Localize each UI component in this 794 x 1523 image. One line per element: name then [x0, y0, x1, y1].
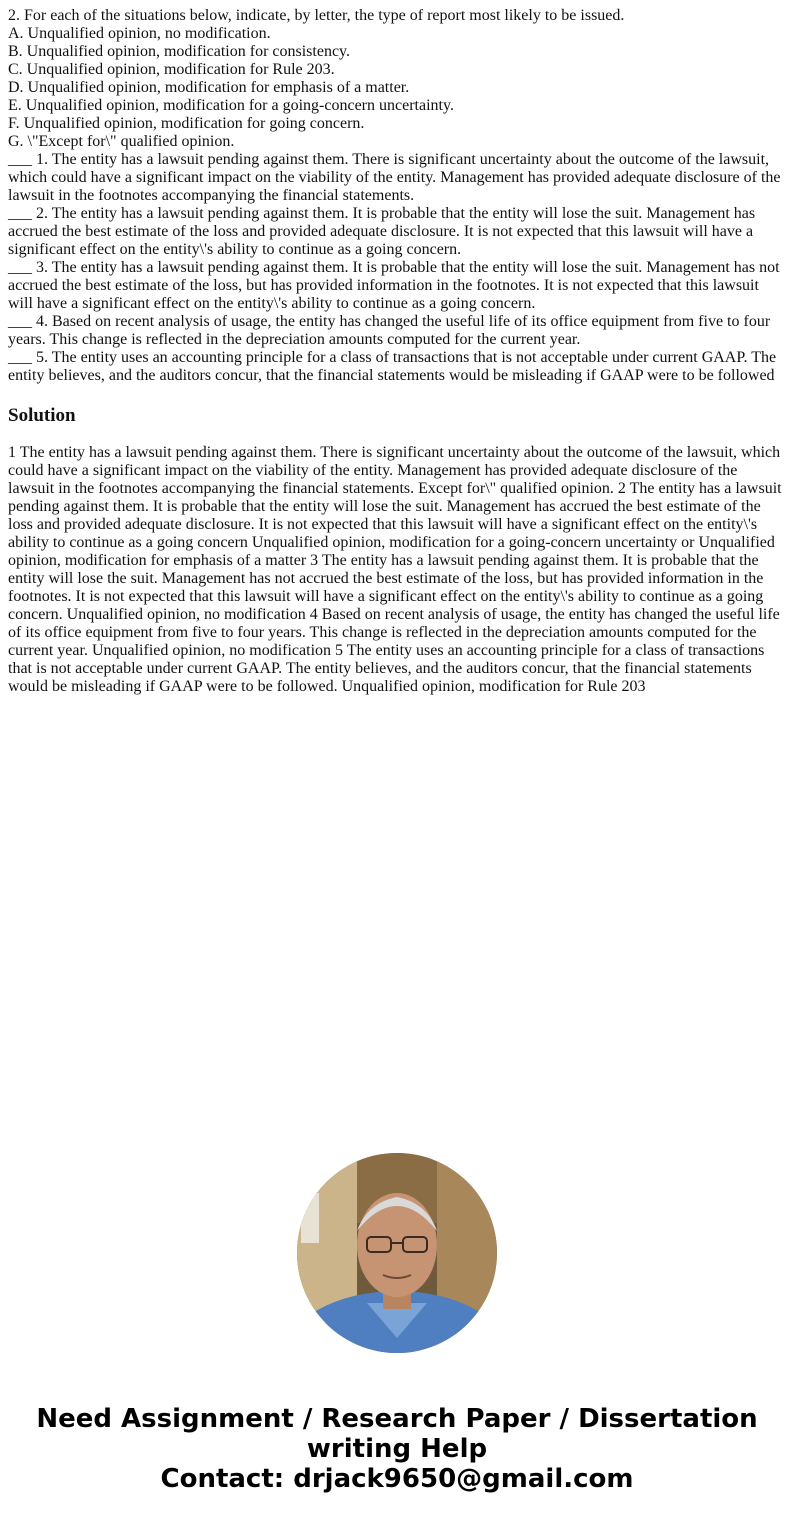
solution-heading: Solution: [8, 405, 76, 426]
situation-1: ___ 1. The entity has a lawsuit pending against them. There is significant uncertainty about the outcome of the lawsuit, which could have a significant impact on the viability of the entity. Management has provided adequate disclosure of the lawsuit in the footnotes accompanying the financial statements.: [8, 151, 781, 204]
portrait-image: [297, 1153, 497, 1353]
option-a: A. Unqualified opinion, no modification.: [8, 25, 271, 42]
question-text: [8, 7, 786, 385]
question-prompt: 2. For each of the situations below, indicate, by letter, the type of report most likely to be issued.: [8, 7, 625, 24]
author-photo: [297, 1153, 497, 1353]
contact-email: Contact: drjack9650@gmail.com: [160, 1464, 634, 1494]
situation-2: ___ 2. The entity has a lawsuit pending against them. It is probable that the entity will lose the suit. Management has accrued the best estimate of the loss and provided adequate disclosure. It is not expected that this lawsuit will have a significant effect on the entity\'s ability to continue as a going concern.: [8, 205, 756, 258]
option-g: G. \"Except for\" qualified opinion.: [8, 133, 235, 150]
promo-banner: [0, 1404, 794, 1494]
option-f: F. Unqualified opinion, modification for going concern.: [8, 115, 365, 132]
promo-line-2: writing Help: [306, 1434, 488, 1464]
option-e: E. Unqualified opinion, modification for a going-concern uncertainty.: [8, 97, 454, 114]
option-d: D. Unqualified opinion, modification for emphasis of a matter.: [8, 79, 410, 96]
promo-line-1: Need Assignment / Research Paper / Dissertation: [36, 1404, 758, 1434]
situation-4: ___ 4. Based on recent analysis of usage, the entity has changed the useful life of its office equipment from five to four years. This change is reflected in the depreciation amounts computed for the current year.: [8, 313, 771, 348]
situation-3: ___ 3. The entity has a lawsuit pending against them. It is probable that the entity will lose the suit. Management has not accrued the best estimate of the loss, but has provided information in the footnotes. It is not expected that this lawsuit will have a significant effect on the entity\'s ability to continue as a going concern.: [8, 259, 780, 312]
option-b: B. Unqualified opinion, modification for consistency.: [8, 43, 351, 60]
situation-5: ___ 5. The entity uses an accounting principle for a class of transactions that is not acceptable under current GAAP. The entity believes, and the auditors concur, that the financial statements would be misleading if GAAP were to be followed: [8, 349, 777, 384]
solution-body: 1 The entity has a lawsuit pending against them. There is significant uncertainty about the outcome of the lawsuit, which could have a significant impact on the viability of the entity. Management has provided adequate disclosure of the lawsuit in the footnotes accompanying the financial statements. Except for\" qualified opinion. 2 The entity has a lawsuit pending against them. It is probable that the entity will lose the suit. Management has accrued the best estimate of the loss and provided adequate disclosure. It is not expected that this lawsuit will have a significant effect on the entity\'s ability to continue as a going concern Unqualified opinion, modification for a going-concern uncertainty or Unqualified opinion, modification for emphasis of a matter 3 The entity has a lawsuit pending against them. It is probable that the entity will lose the suit. Management has not accrued the best estimate of the loss, but has provided information in the footnotes. It is not expected that this lawsuit will have a significant effect on the entity\'s ability to continue as a going concern. Unqualified opinion, no modification 4 Based on recent analysis of usage, the entity has changed the useful life of its office equipment from five to four years. This change is reflected in the depreciation amounts computed for the current year. Unqualified opinion, no modification 5 The entity uses an accounting principle for a class of transactions that is not acceptable under current GAAP. The entity believes, and the auditors concur, that the financial statements would be misleading if GAAP were to be followed. Unqualified opinion, modification for Rule 203: [8, 444, 782, 695]
option-c: C. Unqualified opinion, modification for Rule 203.: [8, 61, 335, 78]
